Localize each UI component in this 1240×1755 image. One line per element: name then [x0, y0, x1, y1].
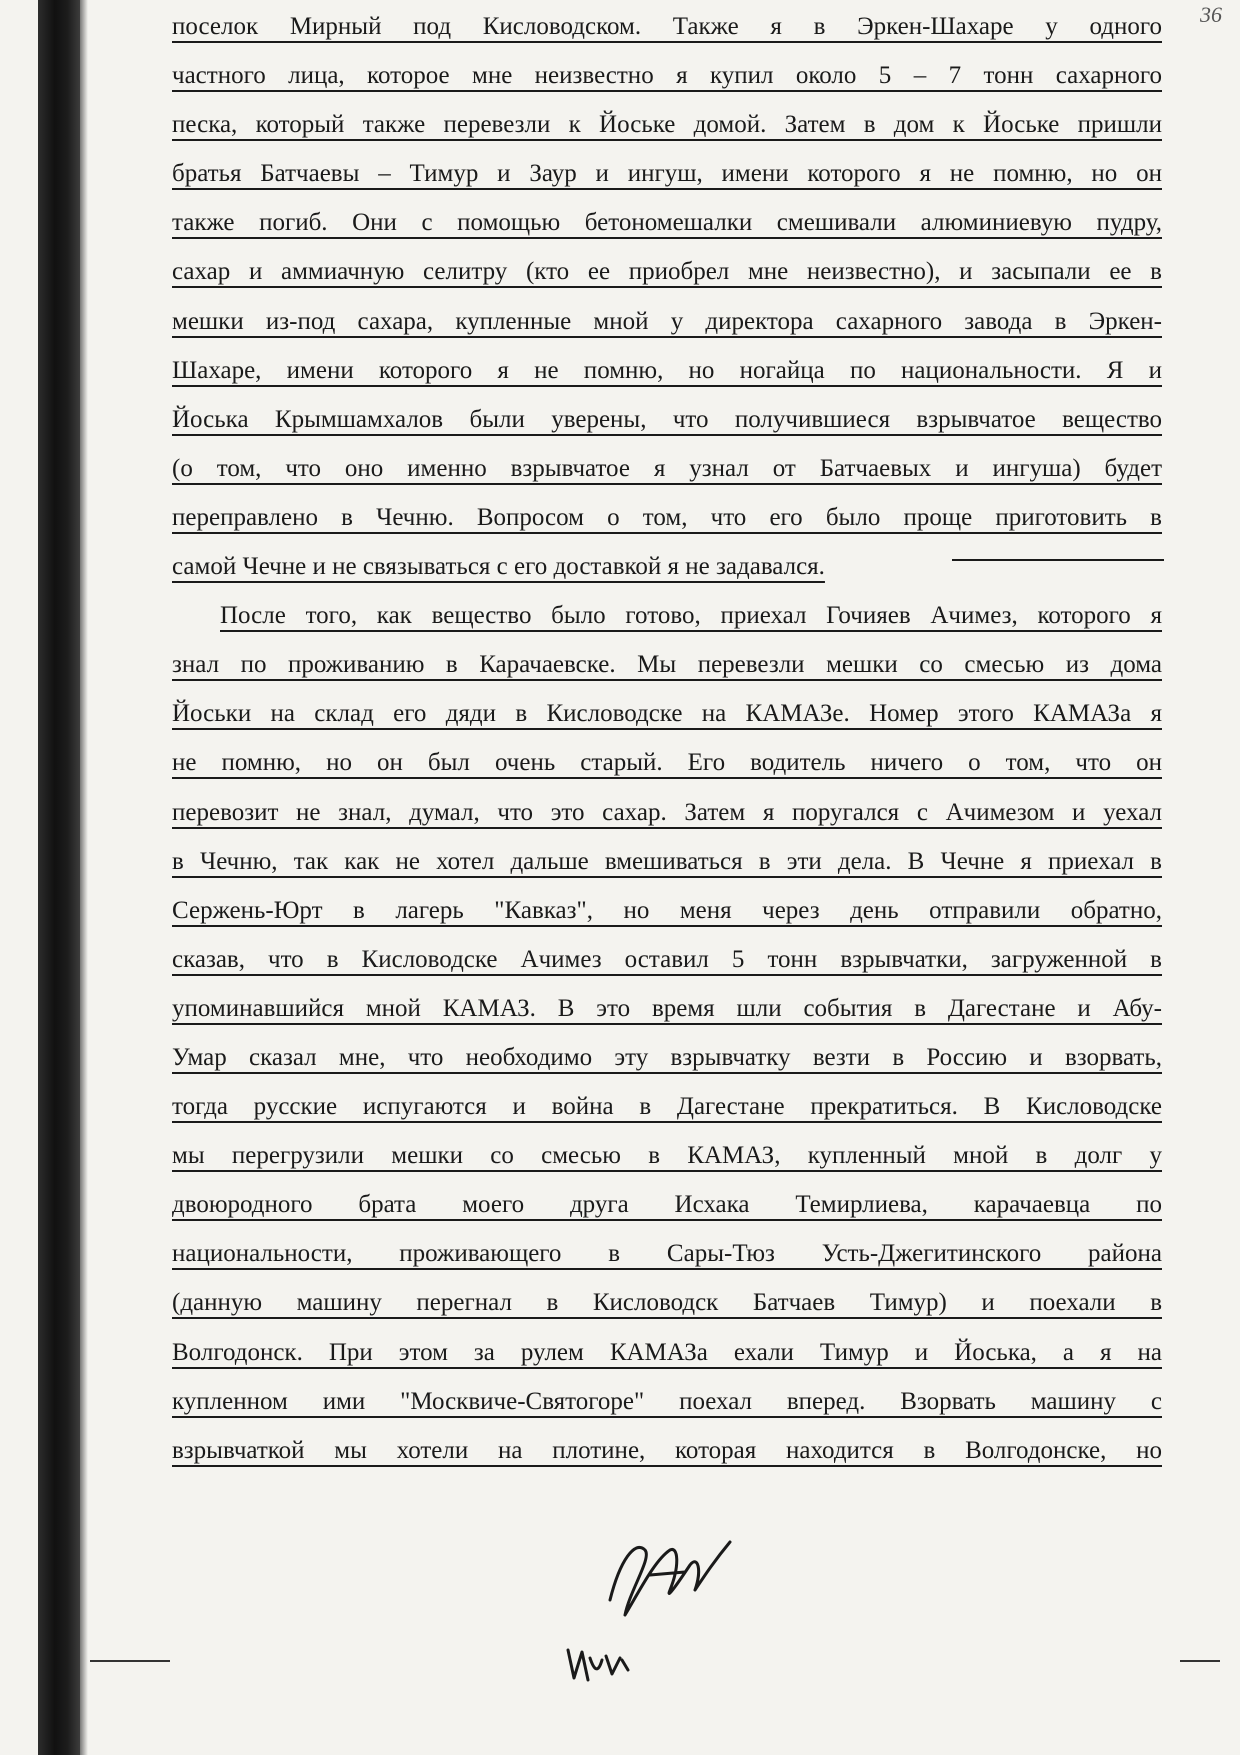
- paragraph-end-rule: [952, 559, 1164, 561]
- text-line: (о том, что оно именно взрывчатое я узнал от Батчаевых и ингуша) будет: [172, 454, 1162, 482]
- text-line: братья Батчаевы – Тимур и Заур и ингуш, имени которого я не помню, но он: [172, 160, 1162, 188]
- text-line: также погиб. Они с помощью бетономешалки смешивали алюминиевую пудру,: [172, 209, 1162, 237]
- body-text: [172, 2, 1162, 1475]
- text-line: не помню, но он был очень старый. Его водитель ничего о том, что он: [172, 749, 1162, 777]
- handwritten-signature: [590, 1520, 750, 1630]
- text-line: самой Чечне и не связываться с его доставкой я не задавался.: [172, 553, 825, 581]
- scan-margin-shadow: [38, 0, 80, 1755]
- text-line: песка, который также перевезли к Йоське домой. Затем в дом к Йоське пришли: [172, 111, 1162, 139]
- handwritten-initials: [560, 1640, 660, 1690]
- page-number: 36: [1200, 2, 1222, 27]
- text-line: купленном ими "Москвиче-Святогоре" поехал вперед. Взорвать машину с: [172, 1387, 1162, 1415]
- text-line: Шахаре, имени которого я не помню, но ногайца по национальности. Я и: [172, 356, 1162, 384]
- text-line: в Чечню, так как не хотел дальше вмешиваться в эти дела. В Чечне я приехал в: [172, 847, 1162, 875]
- text-line: знал по проживанию в Карачаевске. Мы перевезли мешки со смесью из дома: [172, 651, 1162, 679]
- text-line: мешки из-под сахара, купленные мной у директора сахарного завода в Эркен-: [172, 307, 1162, 335]
- text-line: Волгодонск. При этом за рулем КАМАЗа ехали Тимур и Йоська, а я на: [172, 1338, 1162, 1366]
- scan-mark: [90, 1660, 170, 1662]
- scan-margin-edge: [80, 0, 88, 1755]
- text-line: переправлено в Чечню. Вопросом о том, что его было проще приготовить в: [172, 503, 1162, 531]
- text-line: тогда русские испугаются и война в Дагестане прекратиться. В Кисловодске: [172, 1093, 1162, 1121]
- text-line: упоминавшийся мной КАМАЗ. В это время шли события в Дагестане и Абу-: [172, 994, 1162, 1022]
- text-line: поселок Мирный под Кисловодском. Также я в Эркен-Шахаре у одного: [172, 13, 1162, 40]
- text-line: национальности, проживающего в Сары-Тюз Усть-Джегитинского района: [172, 1240, 1162, 1268]
- text-line: Сержень-Юрт в лагерь "Кавказ", но меня через день отправили обратно,: [172, 896, 1162, 924]
- text-line: перевозит не знал, думал, что это сахар. Затем я поругался с Ачимезом и уехал: [172, 798, 1162, 826]
- text-line: После того, как вещество было готово, приехал Гочияев Ачимез, которого я: [220, 602, 1162, 630]
- text-line: двоюродного брата моего друга Исхака Темирлиева, карачаевца по: [172, 1191, 1162, 1219]
- text-line: сахар и аммиачную селитру (кто ее приобрел мне неизвестно), и засыпали ее в: [172, 258, 1162, 286]
- text-line: взрывчаткой мы хотели на плотине, которая находится в Волгодонске, но: [172, 1436, 1162, 1464]
- text-line: сказав, что в Кисловодске Ачимез оставил 5 тонн взрывчатки, загруженной в: [172, 945, 1162, 973]
- scan-mark: [1180, 1660, 1220, 1662]
- text-line: Умар сказал мне, что необходимо эту взрывчатку везти в Россию и взорвать,: [172, 1043, 1162, 1071]
- text-line: Йоськи на склад его дяди в Кисловодске на КАМАЗе. Номер этого КАМАЗа я: [172, 700, 1162, 728]
- text-line: частного лица, которое мне неизвестно я купил около 5 – 7 тонн сахарного: [172, 62, 1162, 90]
- text-line: Йоська Крымшамхалов были уверены, что получившиеся взрывчатое вещество: [172, 405, 1162, 433]
- text-line: мы перегрузили мешки со смесью в КАМАЗ, купленный мной в долг у: [172, 1142, 1162, 1170]
- text-line: (данную машину перегнал в Кисловодск Батчаев Тимур) и поехали в: [172, 1289, 1162, 1317]
